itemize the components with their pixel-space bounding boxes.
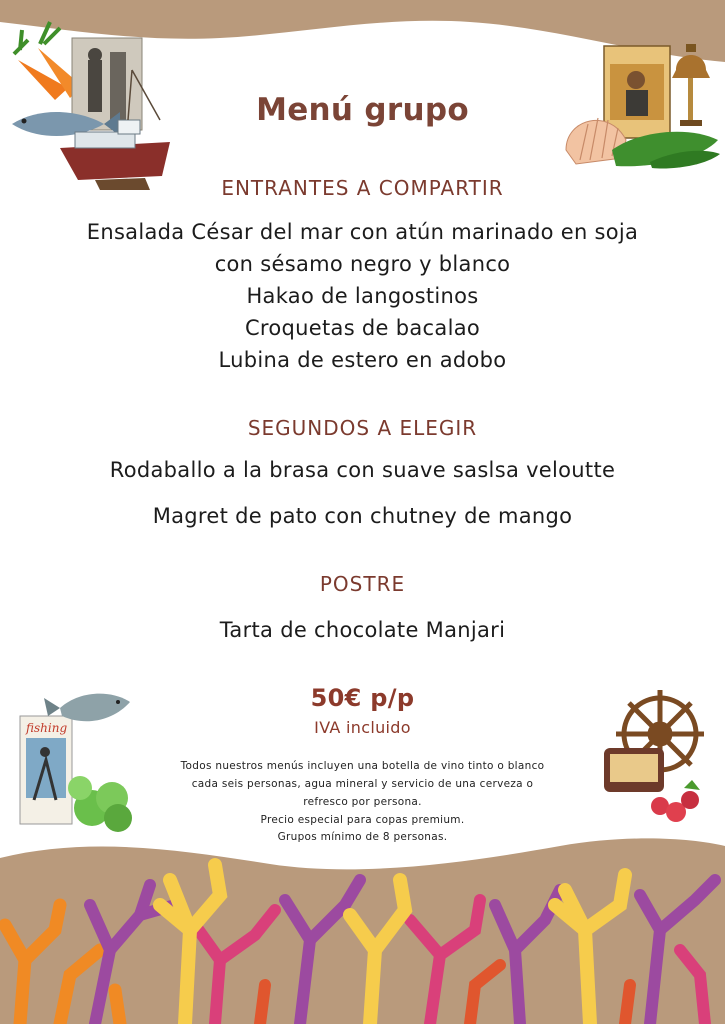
note-line: cada seis personas, agua mineral y servicio de una cerveza o	[191, 778, 534, 790]
page-title: Menú grupo	[256, 92, 469, 128]
svg-text:fishing: fishing	[26, 721, 68, 735]
dish-item: con sésamo negro y blanco	[214, 252, 511, 276]
dish-item: Rodaballo a la brasa con suave saslsa veloutte	[109, 458, 616, 482]
dish-item: Croquetas de bacalao	[244, 316, 481, 340]
price: 50€ p/p	[310, 684, 415, 712]
vat-note: IVA incluido	[314, 718, 411, 737]
note-line: Precio especial para copas premium.	[260, 814, 465, 826]
dish-item: Tarta de chocolate Manjari	[219, 618, 506, 642]
note-line: Grupos mínimo de 8 personas.	[277, 831, 448, 843]
section-heading: POSTRE	[319, 572, 406, 596]
dish-item: Magret de pato con chutney de mango	[152, 504, 573, 528]
note-line: Todos nuestros menús incluyen una botella de vino tinto o blanco	[180, 760, 545, 772]
dish-item: Ensalada César del mar con atún marinado en soja	[86, 220, 639, 244]
note-line: refresco por persona.	[303, 796, 422, 808]
section-heading: SEGUNDOS A ELEGIR	[247, 416, 478, 440]
dish-item: Lubina de estero en adobo	[218, 348, 507, 372]
section-heading: ENTRANTES A COMPARTIR	[221, 176, 504, 200]
dish-item: Hakao de langostinos	[246, 284, 479, 308]
